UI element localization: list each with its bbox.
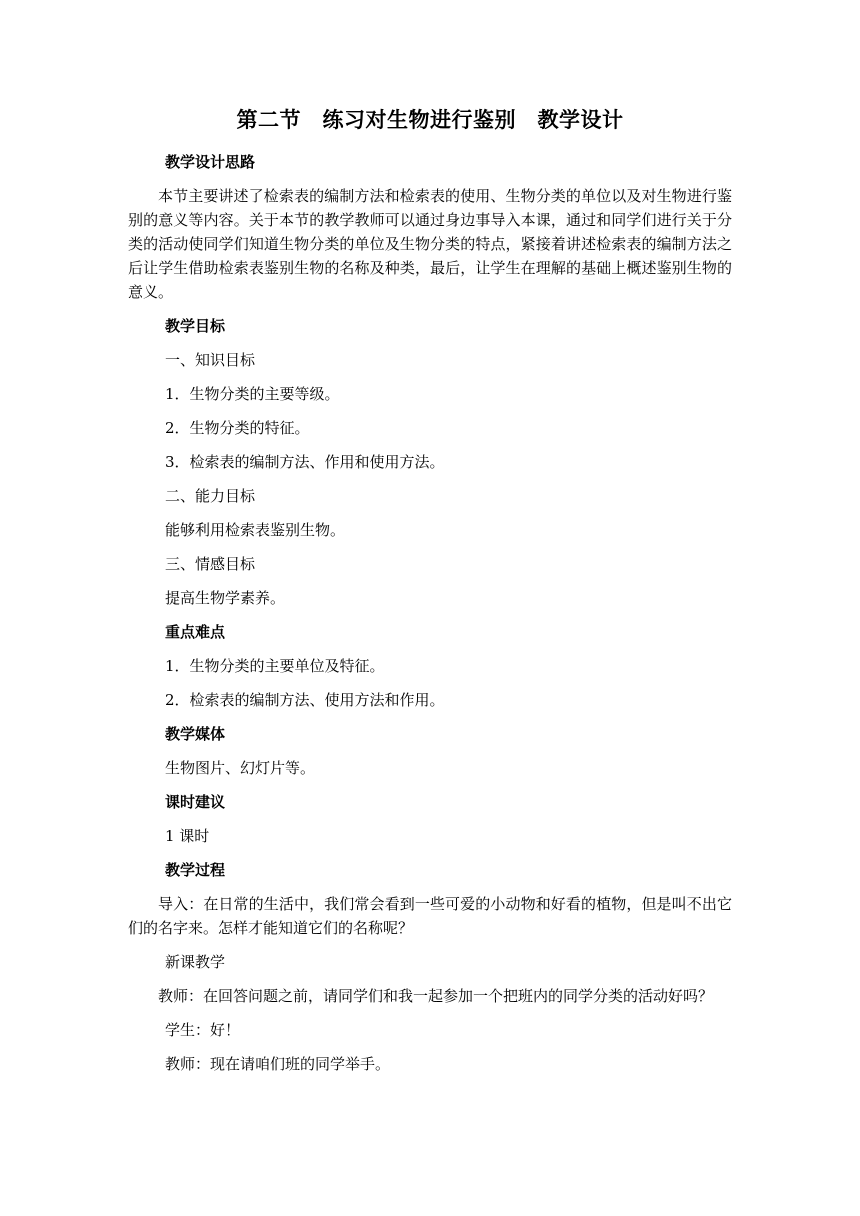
design-idea-paragraph: 本节主要讲述了检索表的编制方法和检索表的使用、生物分类的单位以及对生物进行鉴别的意义等内容。关于本节的教学教师可以通过身边事导入本课，通过和同学们进行关于分类的活动使同学们知道生物分类的单位及生物分类的特点，紧接着讲述检索表的编制方法之后让学生借助检索表鉴别生物的名称及种类，最后，让学生在理解的基础上概述鉴别生物的意义。 bbox=[128, 187, 732, 301]
new-lesson-label: 新课教学 bbox=[165, 953, 226, 971]
knowledge-objective-label: 一、知识目标 bbox=[165, 351, 256, 369]
document-body bbox=[128, 150, 732, 1076]
process-intro-paragraph: 导入：在日常的生活中，我们常会看到一些可爱的小动物和好看的植物，但是叫不出它们的名字来。怎样才能知道它们的名称呢？ bbox=[128, 895, 732, 937]
document-title: 第二节 练习对生物进行鉴别 教学设计 bbox=[236, 108, 624, 132]
dialogue-line-1: 教师：在回答问题之前，请同学们和我一起参加一个把班内的同学分类的活动好吗？ bbox=[158, 987, 714, 1005]
knowledge-item-3: 3．检索表的编制方法、作用和使用方法。 bbox=[165, 453, 445, 471]
dialogue-line-3: 教师：现在请咱们班的同学举手。 bbox=[165, 1055, 391, 1073]
key-point-item-1: 1．生物分类的主要单位及特征。 bbox=[165, 657, 385, 675]
ability-objective-label: 二、能力目标 bbox=[165, 487, 256, 505]
knowledge-item-2: 2．生物分类的特征。 bbox=[165, 419, 310, 437]
heading-key-points: 重点难点 bbox=[165, 623, 226, 641]
heading-hours: 课时建议 bbox=[165, 793, 226, 811]
ability-objective-text: 能够利用检索表鉴别生物。 bbox=[165, 521, 346, 539]
key-point-item-2: 2．检索表的编制方法、使用方法和作用。 bbox=[165, 691, 445, 709]
heading-media: 教学媒体 bbox=[165, 725, 226, 743]
heading-objectives: 教学目标 bbox=[165, 317, 226, 335]
media-text: 生物图片、幻灯片等。 bbox=[165, 759, 316, 777]
dialogue-line-2: 学生：好！ bbox=[165, 1021, 241, 1039]
emotion-objective-text: 提高生物学素养。 bbox=[165, 589, 286, 607]
heading-design-idea: 教学设计思路 bbox=[165, 153, 256, 171]
hours-text: 1 课时 bbox=[165, 827, 210, 845]
emotion-objective-label: 三、情感目标 bbox=[165, 555, 256, 573]
knowledge-item-1: 1．生物分类的主要等级。 bbox=[165, 385, 340, 403]
heading-process: 教学过程 bbox=[165, 861, 226, 879]
